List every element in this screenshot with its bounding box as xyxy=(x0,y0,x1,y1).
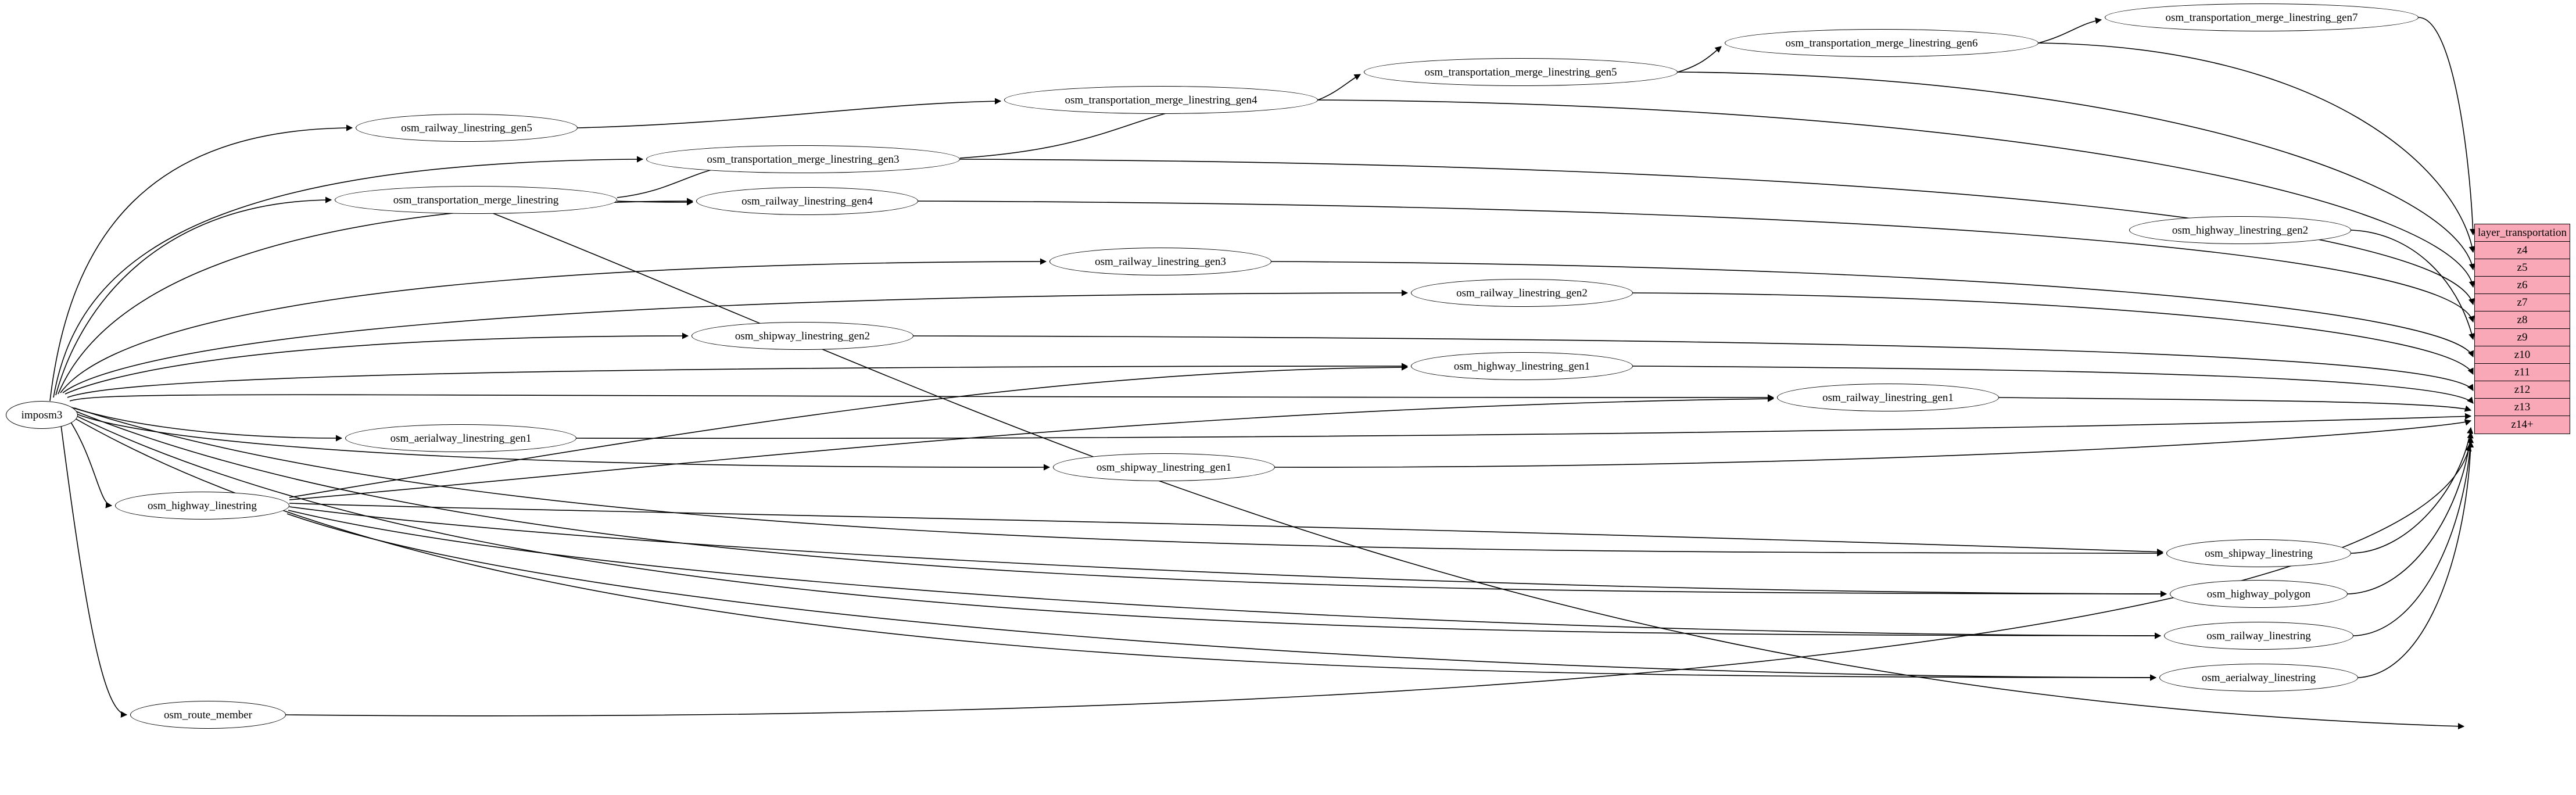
node-label: osm_railway_linestring_gen3 xyxy=(1095,255,1226,268)
node-osm-shipway-linestring-gen1[interactable] xyxy=(1053,453,1275,481)
legend-row-z9[interactable]: z9 xyxy=(2475,329,2570,346)
legend-row-z5[interactable]: z5 xyxy=(2475,259,2570,277)
node-label: osm_railway_linestring_gen1 xyxy=(1822,391,1954,404)
node-osm-railway-linestring-gen1[interactable] xyxy=(1777,384,1999,411)
node-label: osm_transportation_merge_linestring_gen4 xyxy=(1065,94,1257,106)
node-osm-highway-polygon[interactable] xyxy=(2170,580,2348,608)
node-osm-railway-linestring-gen5[interactable] xyxy=(356,114,578,142)
node-osm-railway-linestring-gen3[interactable] xyxy=(1049,248,1271,275)
legend-row-z4[interactable]: z4 xyxy=(2475,242,2570,259)
legend-title: layer_transportation xyxy=(2475,224,2570,242)
legend-row-z12[interactable]: z12 xyxy=(2475,381,2570,399)
node-osm-railway-linestring[interactable] xyxy=(2164,622,2353,650)
legend-row-z7[interactable]: z7 xyxy=(2475,294,2570,311)
node-osm-highway-linestring-gen1[interactable] xyxy=(1411,352,1633,380)
node-label: osm_shipway_linestring_gen1 xyxy=(1096,461,1232,474)
node-label: osm_route_member xyxy=(164,708,252,721)
legend-row-z11[interactable]: z11 xyxy=(2475,364,2570,381)
node-osm-highway-linestring[interactable] xyxy=(115,492,289,520)
node-label: osm_railway_linestring xyxy=(2206,629,2311,642)
node-osm-shipway-linestring-gen2[interactable] xyxy=(692,322,913,350)
node-osm-transportation-merge-linestring-gen6[interactable] xyxy=(1725,29,2038,57)
node-label: osm_transportation_merge_linestring_gen6 xyxy=(1785,37,1978,49)
node-osm-shipway-linestring[interactable] xyxy=(2166,539,2351,567)
node-osm-transportation-merge-linestring-gen4[interactable] xyxy=(1004,86,1318,114)
node-label: osm_shipway_linestring_gen2 xyxy=(735,330,870,342)
node-label: osm_railway_linestring_gen2 xyxy=(1456,287,1588,299)
node-osm-transportation-merge-linestring-gen7[interactable] xyxy=(2105,3,2419,31)
node-label: osm_highway_linestring xyxy=(148,499,257,512)
node-osm-transportation-merge-linestring[interactable] xyxy=(335,186,617,214)
node-osm-aerialway-linestring-gen1[interactable] xyxy=(345,424,576,452)
node-label: osm_aerialway_linestring_gen1 xyxy=(390,432,532,445)
node-osm-aerialway-linestring[interactable] xyxy=(2159,664,2358,692)
legend-row-z14plus[interactable]: z14+ xyxy=(2475,416,2570,434)
node-osm-transportation-merge-linestring-gen3[interactable] xyxy=(646,145,960,173)
node-label: osm_railway_linestring_gen4 xyxy=(741,195,873,207)
node-imposm3[interactable] xyxy=(6,401,78,429)
node-label: osm_transportation_merge_linestring xyxy=(393,194,559,206)
layer-transportation-legend[interactable] xyxy=(2474,224,2570,434)
legend-row-z10[interactable]: z10 xyxy=(2475,346,2570,364)
node-label: osm_highway_linestring_gen2 xyxy=(2172,224,2309,237)
node-label: osm_transportation_merge_linestring_gen7 xyxy=(2165,11,2358,24)
node-osm-railway-linestring-gen4[interactable] xyxy=(696,187,918,215)
legend-row-z8[interactable]: z8 xyxy=(2475,311,2570,329)
legend-row-z13[interactable]: z13 xyxy=(2475,399,2570,416)
node-label: imposm3 xyxy=(21,409,63,421)
node-label: osm_highway_polygon xyxy=(2206,588,2311,600)
node-label: osm_transportation_merge_linestring_gen5 xyxy=(1424,66,1617,78)
node-label: osm_railway_linestring_gen5 xyxy=(401,121,532,134)
node-label: osm_shipway_linestring xyxy=(2205,547,2313,560)
node-osm-route-member[interactable] xyxy=(130,701,286,729)
node-osm-highway-linestring-gen2[interactable] xyxy=(2129,216,2351,244)
node-label: osm_highway_linestring_gen1 xyxy=(1453,360,1590,373)
node-osm-railway-linestring-gen2[interactable] xyxy=(1411,279,1633,307)
node-label: osm_transportation_merge_linestring_gen3 xyxy=(707,153,900,166)
node-osm-transportation-merge-linestring-gen5[interactable] xyxy=(1364,58,1678,86)
node-label: osm_aerialway_linestring xyxy=(2201,671,2316,684)
legend-row-z6[interactable]: z6 xyxy=(2475,277,2570,294)
